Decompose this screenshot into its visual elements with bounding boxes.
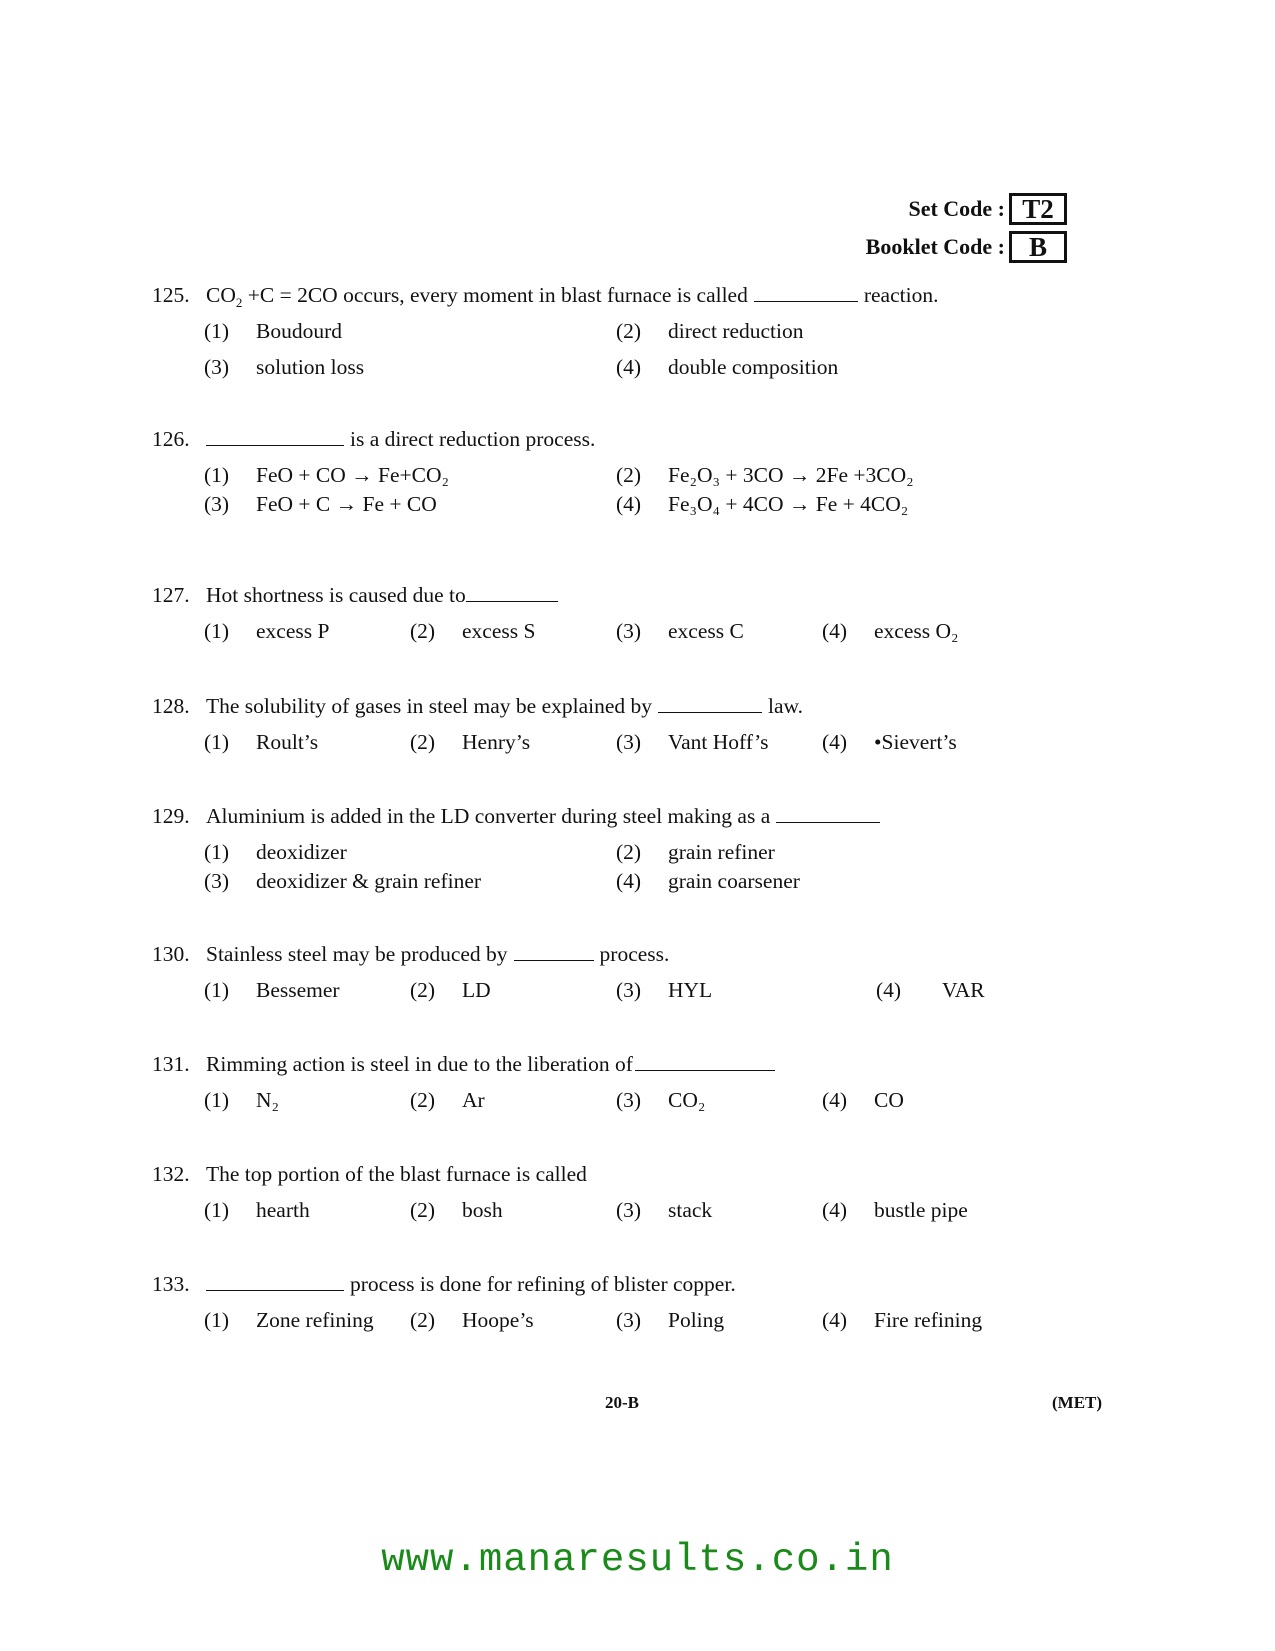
subject-code: (MET) — [1052, 1393, 1103, 1412]
website-watermark: www.manaresults.co.in — [381, 1538, 894, 1582]
booklet-code-label: Booklet Code : — [865, 234, 1005, 259]
option-1: (1) excess P — [204, 619, 330, 643]
option-3: (3) FeO + C → Fe + CO — [204, 492, 437, 516]
answer-blank — [658, 694, 762, 713]
question-number: 131. — [152, 1052, 190, 1076]
exam-codes — [866, 190, 1067, 266]
option-3: (3) excess C — [616, 619, 744, 643]
option-4: (4) •Sievert’s — [822, 730, 957, 754]
answer-blank — [754, 283, 858, 302]
question-stem — [152, 804, 886, 829]
stem-formula: CO — [206, 283, 236, 307]
question-129 — [152, 804, 886, 893]
stem-text: Aluminium is added in the LD converter during steel making as a — [206, 804, 771, 828]
option-4: (4) bustle pipe — [822, 1198, 968, 1222]
question-stem — [152, 427, 595, 452]
set-code-value: T2 — [1009, 193, 1067, 225]
question-number: 130. — [152, 942, 190, 966]
option-2: (2) excess S — [410, 619, 536, 643]
question-125 — [152, 283, 939, 379]
stem-text-end: reaction. — [863, 283, 939, 307]
set-code-label: Set Code : — [908, 196, 1005, 221]
option-1: (1) Zone refining — [204, 1308, 374, 1332]
option-3: (3) deoxidizer & grain refiner — [204, 869, 482, 893]
option-4: (4) CO — [822, 1088, 904, 1112]
stem-text: Stainless steel may be produced by — [206, 942, 508, 966]
question-stem — [152, 583, 564, 608]
option-1: (1) deoxidizer — [204, 840, 347, 864]
answer-blank — [776, 804, 880, 823]
stem-text: +C = 2CO occurs, every moment in blast furnace is called — [242, 283, 748, 307]
stem-text-end: process. — [599, 942, 670, 966]
option-1: (1) Roult’s — [204, 730, 319, 754]
question-number: 133. — [152, 1272, 190, 1296]
answer-blank — [635, 1052, 775, 1071]
question-number: 132. — [152, 1162, 190, 1186]
question-number: 129. — [152, 804, 190, 828]
question-stem — [152, 283, 938, 308]
set-code-row — [866, 190, 1067, 228]
stem-text: process is done for refining of blister copper. — [350, 1272, 736, 1296]
option-2: (2) bosh — [410, 1198, 503, 1222]
option-4: (4) grain coarsener — [616, 869, 800, 893]
answer-blank — [466, 583, 558, 602]
question-stem — [152, 1162, 587, 1187]
option-3: (3) CO₂ — [616, 1088, 706, 1112]
stem-text: The top portion of the blast furnace is called — [206, 1162, 587, 1186]
option-1: (1) N₂ — [204, 1088, 280, 1112]
question-126 — [152, 427, 914, 516]
option-2: (2) Ar — [410, 1088, 485, 1112]
option-1: (1) FeO + CO → Fe+CO₂ — [204, 463, 450, 487]
question-stem — [152, 1272, 736, 1297]
question-130 — [152, 942, 985, 1002]
question-stem — [152, 1052, 781, 1077]
option-2: (2) grain refiner — [616, 840, 775, 864]
stem-text: is a direct reduction process. — [350, 427, 596, 451]
option-3: (3) solution loss — [204, 355, 365, 379]
option-2: (2) Fe₂O₃ + 3CO → 2Fe +3CO₂ — [616, 463, 914, 487]
option-4: (4) Fe₃O₄ + 4CO → Fe + 4CO₂ — [616, 492, 909, 516]
answer-blank — [514, 942, 594, 961]
option-3: (3) stack — [616, 1198, 713, 1222]
page-code: 20-B — [605, 1393, 639, 1412]
option-3: (3) Vant Hoff’s — [616, 730, 769, 754]
booklet-code-value: B — [1009, 231, 1067, 263]
option-2: (2) LD — [410, 978, 491, 1002]
stem-text: The solubility of gases in steel may be explained by — [206, 694, 653, 718]
option-1: (1) Bessemer — [204, 978, 340, 1002]
question-127 — [152, 583, 959, 643]
option-1: (1) hearth — [204, 1198, 310, 1222]
option-4: (4) VAR — [876, 978, 985, 1002]
stem-text: Rimming action is steel in due to the liberation of — [206, 1052, 633, 1076]
question-number: 125. — [152, 283, 190, 307]
stem-subscript: 2 — [235, 295, 243, 310]
option-4: (4) Fire refining — [822, 1308, 983, 1332]
option-1: (1) Boudourd — [204, 319, 342, 343]
question-stem — [152, 694, 803, 719]
answer-blank — [206, 427, 344, 446]
question-stem — [152, 942, 669, 967]
question-132 — [152, 1162, 968, 1222]
option-2: (2) Hoope’s — [410, 1308, 534, 1332]
question-number: 127. — [152, 583, 190, 607]
stem-text: Hot shortness is caused due to — [206, 583, 466, 607]
question-128 — [152, 694, 957, 754]
option-4: (4) excess O₂ — [822, 619, 959, 643]
question-number: 128. — [152, 694, 190, 718]
option-4: (4) double composition — [616, 355, 839, 379]
booklet-code-row — [866, 228, 1067, 266]
option-3: (3) HYL — [616, 978, 713, 1002]
question-number: 126. — [152, 427, 190, 451]
option-3: (3) Poling — [616, 1308, 725, 1332]
answer-blank — [206, 1272, 344, 1291]
option-2: (2) Henry’s — [410, 730, 531, 754]
question-133 — [152, 1272, 983, 1332]
option-2: (2) direct reduction — [616, 319, 804, 343]
stem-text-end: law. — [768, 694, 804, 718]
question-131 — [152, 1052, 904, 1112]
